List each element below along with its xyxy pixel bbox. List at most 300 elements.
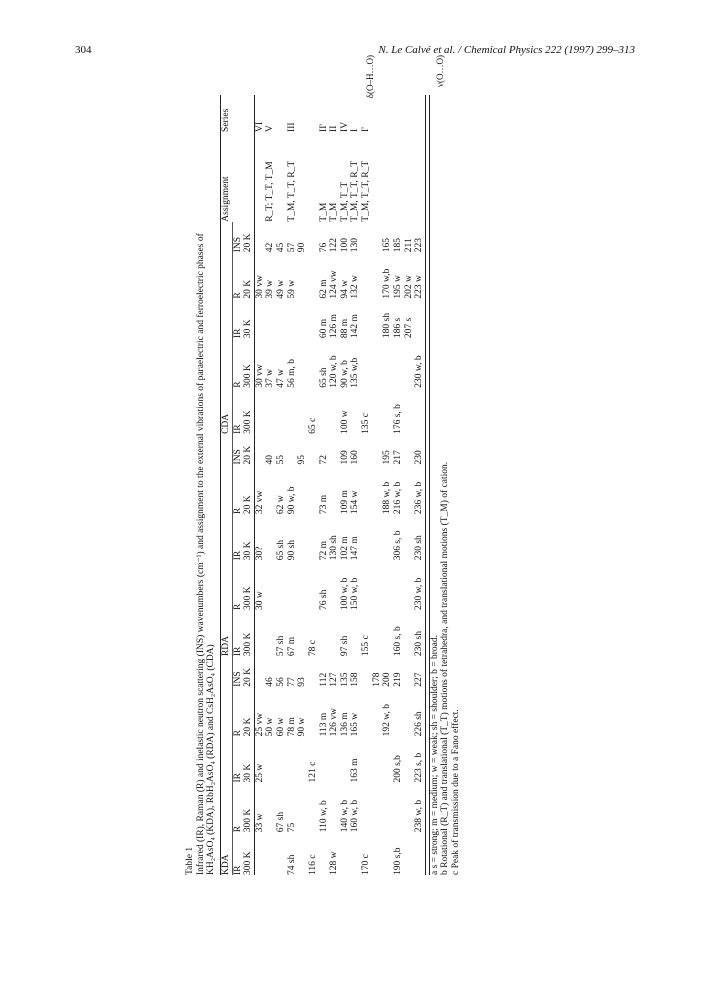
table-cell [265, 464, 276, 514]
table-cell [287, 560, 298, 610]
table-cell [319, 388, 330, 434]
table-cell [393, 132, 404, 222]
table-cell: 78 m [286, 717, 297, 737]
table-cell [297, 388, 308, 434]
table-cell [329, 783, 340, 833]
table-label: Table 1 [185, 846, 195, 875]
table-cell: 32 vw [254, 490, 265, 515]
table-cell [287, 299, 298, 338]
table-row [308, 95, 319, 875]
table-cell: 178 [371, 672, 382, 687]
table-cell [393, 338, 404, 388]
subhead-cell: INS [232, 236, 243, 253]
subhead-cell: R [232, 507, 243, 515]
table-cell: 202 w [403, 275, 414, 299]
table-cell [297, 252, 308, 298]
table-cell: 142 m [350, 314, 361, 339]
table-cell [372, 687, 383, 737]
table-cell: 150 w, b [350, 577, 361, 610]
table-cell [254, 832, 265, 875]
group-cda: CDA [220, 222, 232, 434]
table-cell: R_T; T_T, T_M [265, 161, 276, 222]
table-cell [308, 222, 319, 253]
table-cell [414, 132, 425, 222]
table-cell [404, 560, 415, 610]
table-cell [361, 434, 372, 465]
subhead-cell: IR [232, 424, 243, 434]
table-row [382, 95, 393, 875]
table-cell [265, 610, 276, 656]
table-cell [382, 610, 393, 656]
subhead-cell: IR [232, 328, 243, 339]
subhead-cell: R [232, 381, 243, 388]
table-cell [308, 783, 319, 833]
table-row [404, 95, 415, 875]
temperature-cell: 30 K [243, 319, 254, 339]
table-cell [404, 514, 415, 560]
table-cell [265, 388, 276, 434]
table-cell: 306 s, b [392, 530, 403, 561]
table-cell [308, 299, 319, 338]
table-cell [404, 610, 415, 656]
table-cell [276, 560, 287, 610]
table-cell [276, 299, 287, 338]
subhead-row [232, 95, 243, 875]
table-cell: 109 [339, 450, 350, 465]
caption-line-1: Infrared (IR), Raman (R) and inelastic neutron scattering (INS) wavenumbers (cm⁻¹) and assignment to the external vibrations of paraelectric and ferroelectric phases of [195, 233, 206, 875]
table-cell: 165 w [350, 712, 361, 737]
table-cell [361, 464, 372, 514]
table-cell: 60 w [276, 717, 286, 737]
table-cell [382, 338, 393, 388]
subhead-cell: R [232, 603, 243, 610]
table-cell [340, 736, 351, 782]
subhead-cell: IR [232, 773, 243, 783]
table-cell: 42 [265, 242, 276, 253]
table-cell [372, 610, 383, 656]
table-cell: 130 sh [329, 535, 340, 561]
table-cell: 116 c [307, 854, 318, 875]
table-cell: 65 sh [276, 539, 286, 561]
table-cell: 30? [254, 546, 265, 561]
table-cell [297, 338, 308, 388]
table-cell [382, 783, 393, 833]
table-cell [254, 299, 265, 338]
table-cell [308, 514, 319, 560]
table-cell [404, 434, 415, 465]
table-cell: 176 s, b [392, 404, 403, 434]
table-cell: 33 w [254, 813, 265, 833]
table-cell [265, 736, 276, 782]
page-number: 304 [75, 44, 92, 56]
table-cell: 158 [350, 672, 361, 687]
table-cell: 223 [414, 238, 425, 253]
table-cell: II [329, 125, 340, 132]
table-cell [372, 132, 383, 222]
table-cell: 30 w [254, 591, 265, 610]
table-cell [319, 610, 330, 656]
table-cell [254, 132, 265, 222]
table-cell [361, 222, 372, 253]
table-cell [414, 95, 425, 132]
temperature-cell: 20 K [243, 445, 254, 465]
table-cell [287, 388, 298, 434]
table-cell: 122 [329, 238, 340, 253]
table-cell: 30 vw [254, 364, 265, 388]
table-cell [276, 832, 287, 875]
table-cell [361, 338, 372, 388]
table-row [329, 95, 340, 875]
table-cell [372, 736, 383, 782]
table-cell [350, 388, 361, 434]
table-cell [382, 832, 393, 875]
table-cell [276, 388, 287, 434]
table-cell: 94 w [339, 279, 350, 299]
table-cell: 188 w, b [382, 481, 393, 515]
table-cell [372, 514, 383, 560]
table-row [297, 95, 308, 875]
table-cell [372, 388, 383, 434]
group-rda: RDA [220, 434, 232, 656]
table-cell [404, 464, 415, 514]
table-cell: 226 sh [414, 711, 425, 737]
table-cell [308, 132, 319, 222]
table-cell: 124 vw [329, 270, 340, 299]
table-cell: 230 sh [414, 535, 425, 561]
table-cell [372, 299, 383, 338]
side-note-stretch: ν(O…O) [435, 55, 445, 88]
table-cell [329, 464, 340, 514]
subhead-cell: R [232, 825, 243, 833]
table-cell: 56 m, b [286, 359, 297, 388]
table-cell: 78 c [307, 640, 318, 657]
table-cell: 25 w [254, 763, 265, 783]
table-row [265, 95, 276, 875]
table-row [350, 95, 361, 875]
table-cell: 102 m [339, 536, 350, 561]
table-cell: 223 w [414, 275, 425, 299]
table-cell: 88 m [339, 318, 350, 339]
table-cell: 136 m [339, 712, 350, 737]
table-cell: 127 [329, 672, 340, 687]
table-cell [265, 832, 276, 875]
table-cell: 100 [339, 238, 350, 253]
table-cell: 217 [392, 450, 403, 465]
temperature-cell: 20 K [243, 233, 254, 253]
table-cell: T_M, T_T [339, 181, 350, 222]
temperature-cell: 300 K [243, 410, 254, 434]
table-cell [297, 783, 308, 833]
table-cell: 50 w [265, 717, 276, 737]
table-cell [308, 95, 319, 132]
table-cell: 110 w, b [318, 800, 329, 833]
table-row [319, 95, 330, 875]
table-row [340, 95, 351, 875]
table-cell [414, 388, 425, 434]
subhead-cell: IR [232, 550, 243, 561]
table-cell [393, 95, 404, 132]
table-cell [404, 832, 415, 875]
temperature-cell: 30 K [243, 541, 254, 561]
table-cell [297, 832, 308, 875]
table-cell: T_M, T_T, R_T [286, 160, 297, 222]
table-cell: 76 sh [318, 589, 329, 610]
table-cell [382, 560, 393, 610]
table-cell: 56 [276, 677, 286, 687]
table-cell [404, 656, 415, 687]
table-cell: 160 w, b [350, 799, 361, 833]
table-cell [308, 656, 319, 687]
table-cell: 76 [318, 242, 329, 253]
table-cell [276, 95, 287, 132]
table-cell: 90 [297, 242, 308, 253]
table-cell [404, 783, 415, 833]
table-cell: 59 w [286, 279, 297, 299]
temperature-cell: 300 K [243, 632, 254, 657]
table-cell: 100 w, b [339, 577, 350, 610]
table-cell [414, 832, 425, 875]
subhead-cell: IR [232, 865, 243, 875]
table-cell [297, 514, 308, 560]
table-cell: 230 [414, 450, 425, 465]
table-cell [254, 434, 265, 465]
table-row [414, 95, 425, 875]
running-title: N. Le Calvé et al. / Chemical Physics 222 (1997) 299–313 [378, 44, 635, 56]
table-cell [329, 388, 340, 434]
table-cell [372, 252, 383, 298]
table-cell [297, 464, 308, 514]
temperature-cell: 20 K [243, 495, 254, 515]
table-cell: 73 m [318, 494, 329, 515]
table-cell: 207 s [403, 317, 414, 339]
table-cell [308, 434, 319, 465]
table-cell: 200 [382, 672, 393, 687]
table-cell: 135 w,b [350, 357, 361, 388]
table-cell [308, 560, 319, 610]
table-cell: 126 m [329, 314, 340, 339]
table-cell: 236 w, b [414, 481, 425, 515]
table-cell [372, 338, 383, 388]
table-cell [319, 736, 330, 782]
table-cell [404, 687, 415, 737]
table-cell [287, 736, 298, 782]
table-cell: 46 [265, 677, 276, 687]
table-cell: 192 w, b [382, 704, 393, 737]
table-cell [340, 832, 351, 875]
table-cell: 55 [276, 454, 286, 465]
table-row [372, 95, 383, 875]
table-cell [350, 832, 361, 875]
footnote: c Peak of transmission due to a Fano effect. [451, 709, 461, 875]
table-cell [254, 656, 265, 687]
table-cell [297, 560, 308, 610]
table-cell: 128 w [329, 851, 340, 875]
table-cell: 30 vw [254, 275, 265, 299]
table-cell: 121 c [307, 761, 318, 783]
table-body [254, 95, 425, 875]
table-cell [254, 610, 265, 656]
table-cell [308, 687, 319, 737]
table-cell [372, 560, 383, 610]
subhead-cell: R [232, 730, 243, 737]
table-cell [308, 252, 319, 298]
table-cell: 195 w [392, 275, 403, 299]
table-cell [265, 560, 276, 610]
table-cell: 238 w, b [414, 799, 425, 833]
table-cell: 90 w, b [286, 486, 297, 515]
table-cell [308, 464, 319, 514]
table-cell [393, 560, 404, 610]
table-cell [329, 434, 340, 465]
table-cell [297, 132, 308, 222]
table-cell [393, 687, 404, 737]
table-cell [361, 656, 372, 687]
table-cell: 47 w [276, 369, 286, 388]
table-cell: 90 w [297, 717, 308, 737]
table-cell: 75 [286, 822, 297, 833]
table-cell: 160 s, b [392, 626, 403, 657]
table-cell: 180 sh [382, 313, 393, 339]
table-cell: 163 m [350, 758, 361, 783]
table-cell [404, 736, 415, 782]
table-cell [308, 338, 319, 388]
table-cell [382, 132, 393, 222]
table-cell: 100 w [339, 410, 350, 434]
table-cell [404, 338, 415, 388]
table-cell [372, 783, 383, 833]
table-cell: 57 [286, 242, 297, 253]
table-cell [265, 299, 276, 338]
temperature-cell: 20 K [243, 717, 254, 737]
temperature-cell: 20 K [243, 279, 254, 299]
table-cell: T_M, T_T, R_T [361, 160, 371, 222]
table-cell [350, 610, 361, 656]
table-cell: 211 [403, 238, 414, 253]
subhead-cell: INS [232, 449, 243, 465]
table-cell [404, 132, 415, 222]
table-cell: 223 s, b [414, 752, 425, 783]
table-cell: 216 w, b [392, 481, 403, 515]
footnote: a s = strong; m = medium; w = weak; sh = shoulder; b = broad. [429, 635, 440, 875]
table-cell [372, 832, 383, 875]
table-cell [361, 299, 372, 338]
subhead-cell: R [232, 292, 243, 299]
table-cell: 62 w [276, 495, 286, 515]
table-row [393, 95, 404, 875]
table-cell: 67 m [286, 636, 297, 657]
table-cell: 67 sh [276, 811, 286, 833]
table-cell: I' [361, 127, 371, 132]
table-cell: 95 [297, 454, 308, 465]
table-cell [414, 299, 425, 338]
table-cell [329, 736, 340, 782]
temperature-cell: 300 K [243, 364, 254, 388]
table-cell: T_M, T_T, R_T [350, 160, 361, 222]
temperature-cell: 20 K [243, 667, 254, 687]
table-cell [361, 783, 372, 833]
table-cell [372, 222, 383, 253]
table-cell: 25 vw [254, 712, 265, 737]
table-cell: 155 c [361, 635, 371, 657]
subhead-cell: IR [232, 646, 243, 657]
table-cell: 113 m [318, 712, 329, 737]
data-table [220, 95, 426, 875]
table-cell: 65 sh [318, 367, 329, 388]
temperature-cell: 300 K [243, 586, 254, 610]
table-cell: 135 [339, 672, 350, 687]
table-cell [361, 736, 372, 782]
col-assignment: Assignment [220, 176, 231, 222]
table-cell [276, 736, 287, 782]
table-cell: 90 sh [286, 539, 297, 561]
table-cell [393, 783, 404, 833]
table-cell: 49 w [276, 279, 286, 299]
table-caption [185, 95, 217, 875]
table-cell [382, 388, 393, 434]
table-cell [297, 736, 308, 782]
table-cell [254, 388, 265, 434]
temperature-row [243, 95, 254, 875]
table-cell: 190 s,b [392, 847, 403, 875]
table-cell: 135 c [361, 413, 371, 434]
table-cell [265, 783, 276, 833]
table-cell [297, 299, 308, 338]
table-cell: 120 w, b [329, 355, 340, 388]
table-cell: 37 w [265, 369, 276, 388]
table-cell: 109 m [339, 490, 350, 515]
table-cell [265, 514, 276, 560]
rotated-table-block [185, 55, 495, 875]
table-cell: IV [339, 121, 350, 132]
table-row [287, 95, 298, 875]
table-cell: T_M [329, 202, 340, 222]
table-cell: 186 s [392, 317, 403, 339]
col-series: Series [220, 108, 231, 132]
table-cell: 200 s,b [392, 755, 403, 783]
table-cell [382, 514, 393, 560]
table-cell [372, 464, 383, 514]
table-cell: 74 sh [286, 854, 297, 875]
table-cell: 154 w [350, 490, 361, 515]
temperature-cell: 300 K [243, 808, 254, 833]
table-cell: 93 [297, 677, 308, 687]
table-cell: 130 [350, 238, 361, 253]
table-cell: 57 sh [276, 635, 286, 657]
table-cell [297, 95, 308, 132]
table-cell: 185 [392, 238, 403, 253]
table-cell: 230 w, b [414, 355, 425, 388]
footnotes [429, 95, 462, 875]
table-cell: I [350, 128, 361, 132]
table-row [276, 95, 287, 875]
table-cell: 170 w,b [382, 268, 393, 299]
side-note-bending: δ(O–H…O) [365, 55, 375, 99]
table-cell: 126 vw [329, 708, 340, 737]
caption-line-2: KH₂AsO₄ (KDA), RbH₂AsO₄ (RDA) and CsH₂AsO₄ (CDA) [206, 644, 217, 875]
table-cell [329, 610, 340, 656]
table-cell: 65 c [307, 417, 318, 434]
table-cell: 112 [318, 672, 329, 687]
table-cell [297, 610, 308, 656]
table-cell: 90 w, b [339, 360, 350, 388]
table-cell: 45 [276, 242, 286, 253]
table-cell: 170 c [361, 854, 371, 875]
table-row [361, 95, 372, 875]
table-cell [361, 687, 372, 737]
table-cell [319, 832, 330, 875]
table-cell: 62 m [318, 279, 329, 299]
table-cell: 227 [414, 672, 425, 687]
